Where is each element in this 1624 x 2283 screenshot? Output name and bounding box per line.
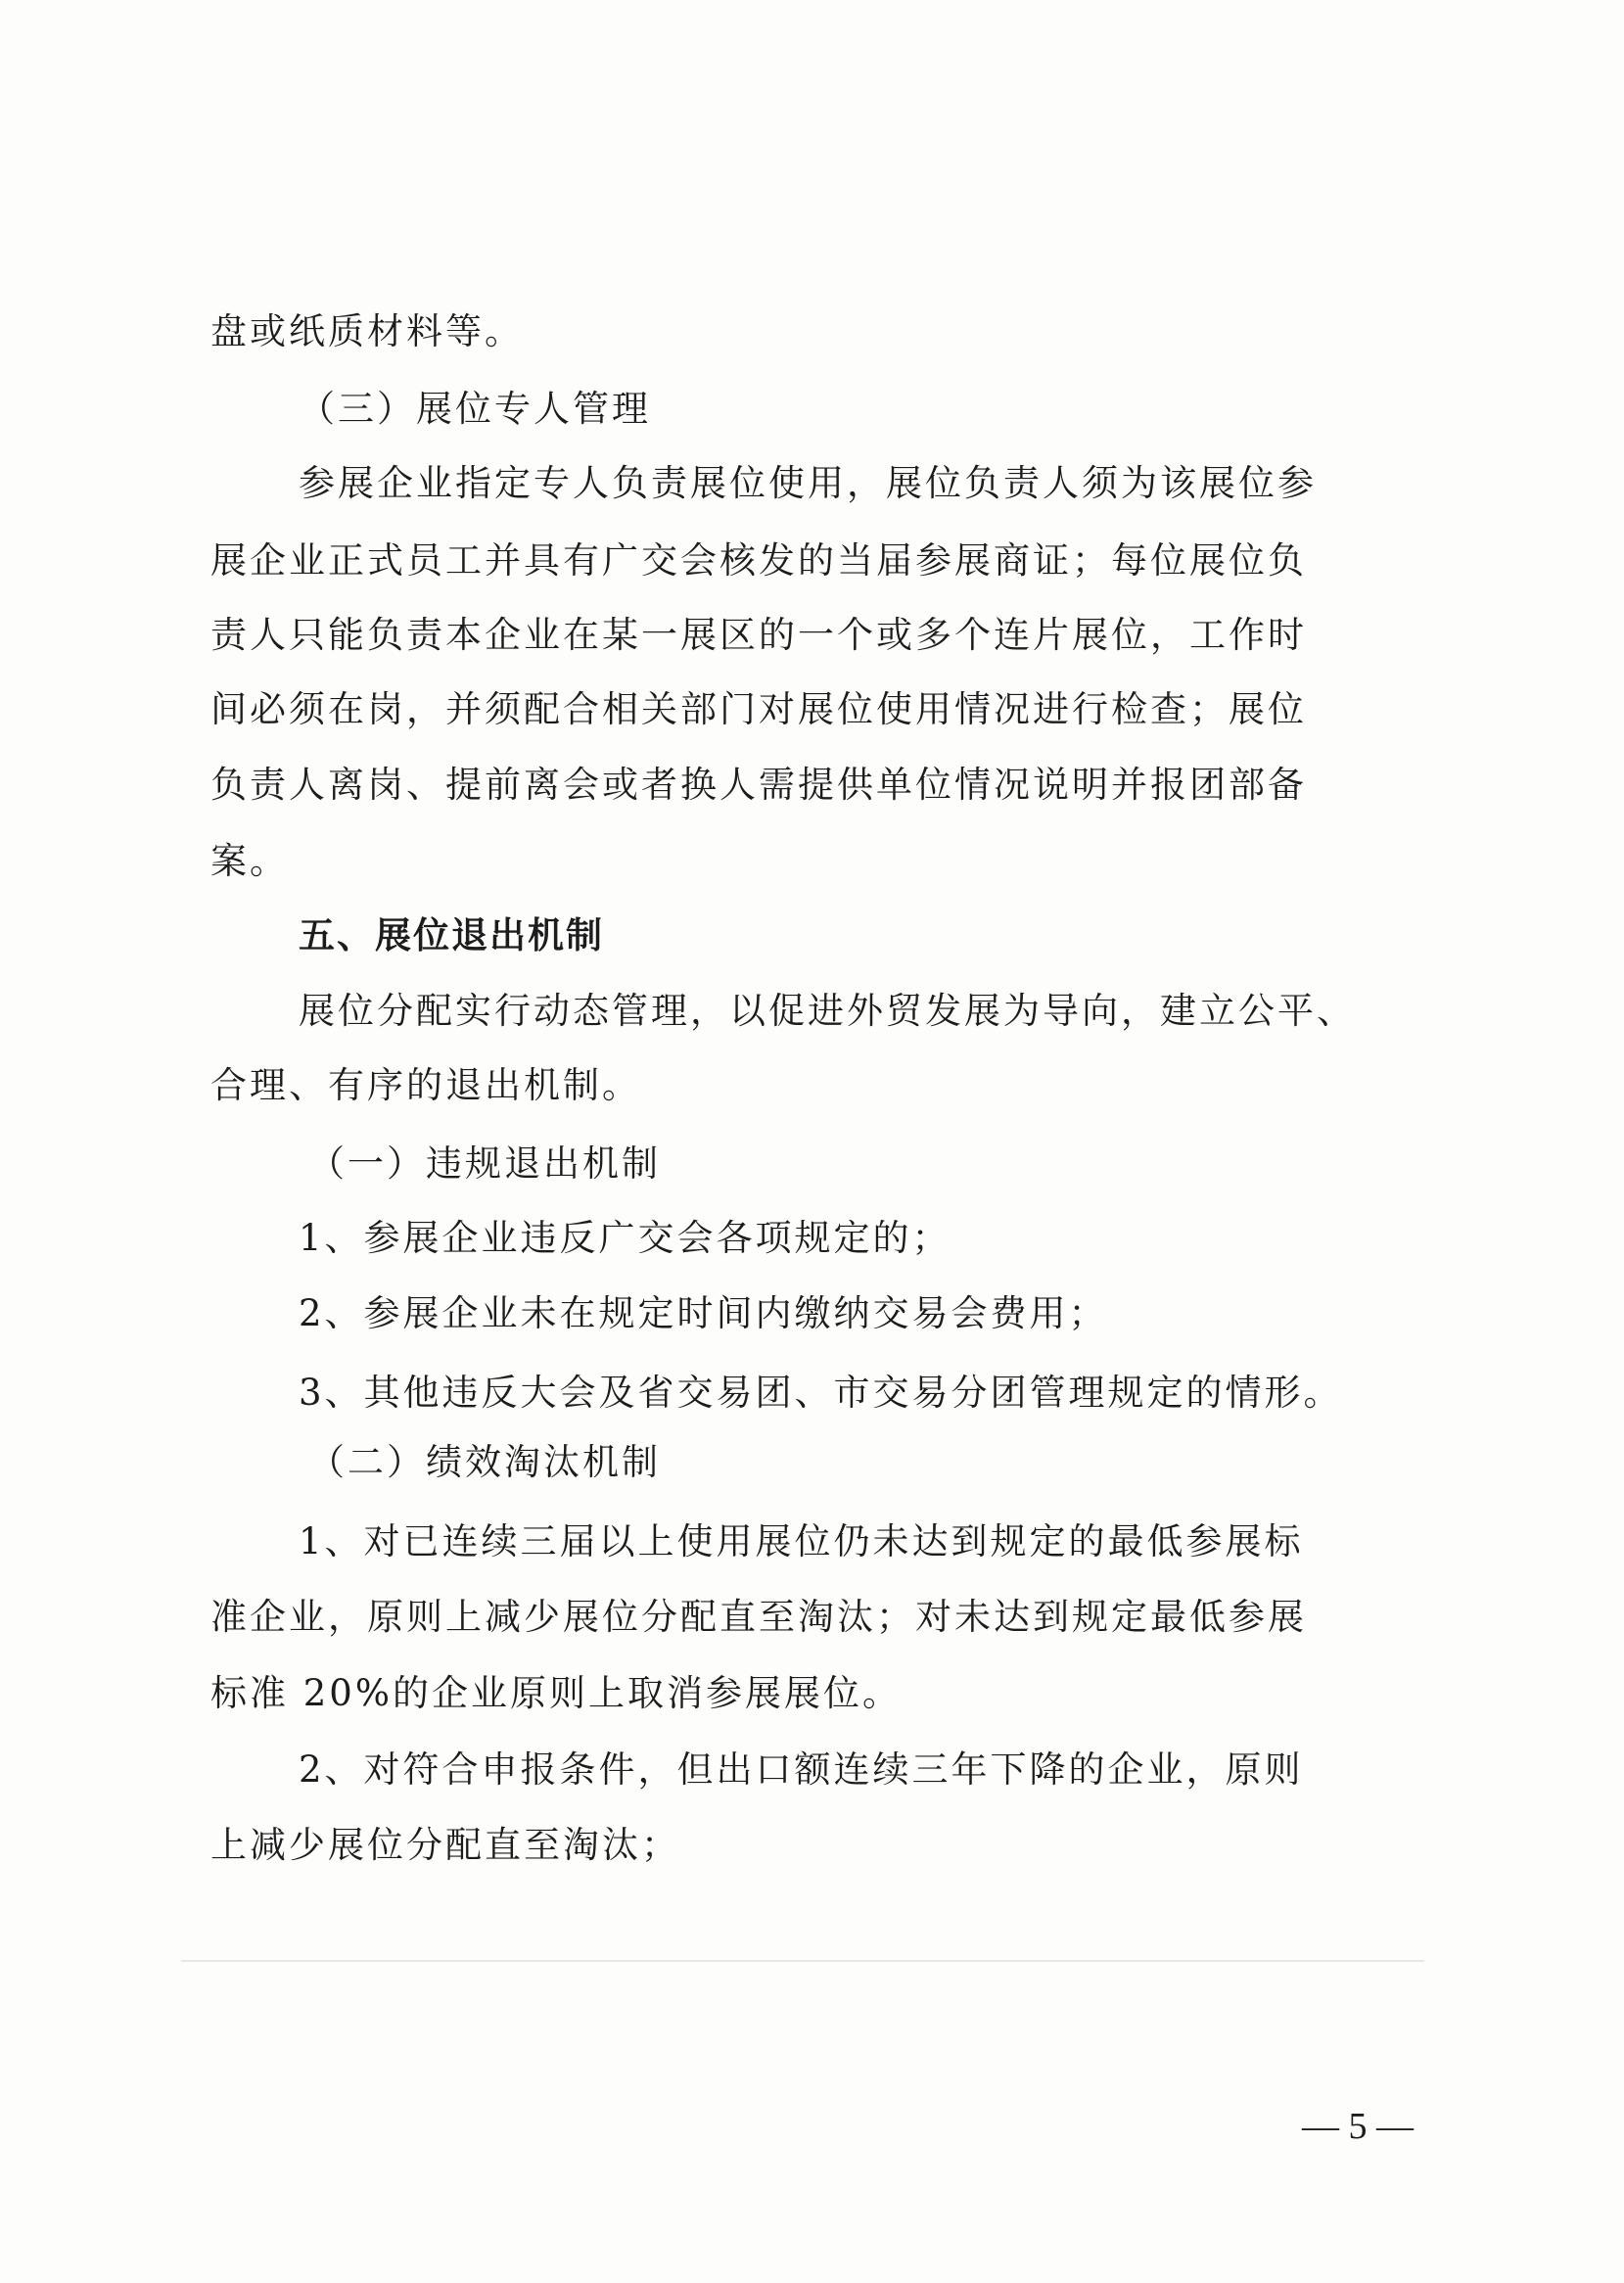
paragraph-line: 参展企业指定专人负责展位使用，展位负责人须为该展位参 [299,462,1317,504]
bleed-through-rule [181,1960,1424,1962]
paragraph-line: 2、对符合申报条件，但出口额连续三年下降的企业，原则 [299,1748,1304,1791]
paragraph-line: 案。 [210,840,289,882]
paragraph-line: 准企业，原则上减少展位分配直至淘汰；对未达到规定最低参展 [210,1596,1307,1638]
paragraph-line: 1、对已连续三届以上使用展位仍未达到规定的最低参展标 [299,1520,1304,1562]
paragraph-line: 间必须在岗，并须配合相关部门对展位使用情况进行检查；展位 [210,688,1307,730]
paragraph-line: 展位分配实行动态管理，以促进外贸发展为导向，建立公平、 [299,990,1356,1032]
paragraph-line: 盘或纸质材料等。 [210,310,524,352]
paragraph-line: 责人只能负责本企业在某一展区的一个或多个连片展位，工作时 [210,614,1307,656]
list-item: 3、其他违反大会及省交易团、市交易分团管理规定的情形。 [299,1372,1343,1414]
paragraph-line: 标准 20%的企业原则上取消参展展位。 [210,1672,902,1714]
page-number: — 5 — [1302,2106,1414,2147]
list-item: 1、参展企业违反广交会各项规定的； [299,1217,951,1259]
section-heading-5: 五、展位退出机制 [299,913,604,956]
section-heading-3: （三）展位专人管理 [299,388,651,430]
subsection-heading-1: （一）违规退出机制 [308,1142,661,1185]
subsection-heading-2: （二）绩效淘汰机制 [308,1441,661,1483]
paragraph-line: 展企业正式员工并具有广交会核发的当届参展商证；每位展位负 [210,539,1307,582]
paragraph-line: 合理、有序的退出机制。 [210,1064,641,1106]
paragraph-line: 负责人离岗、提前离会或者换人需提供单位情况说明并报团部备 [210,764,1307,806]
paragraph-line: 上减少展位分配直至淘汰； [210,1824,680,1866]
list-item: 2、参展企业未在规定时间内缴纳交易会费用； [299,1292,1108,1334]
